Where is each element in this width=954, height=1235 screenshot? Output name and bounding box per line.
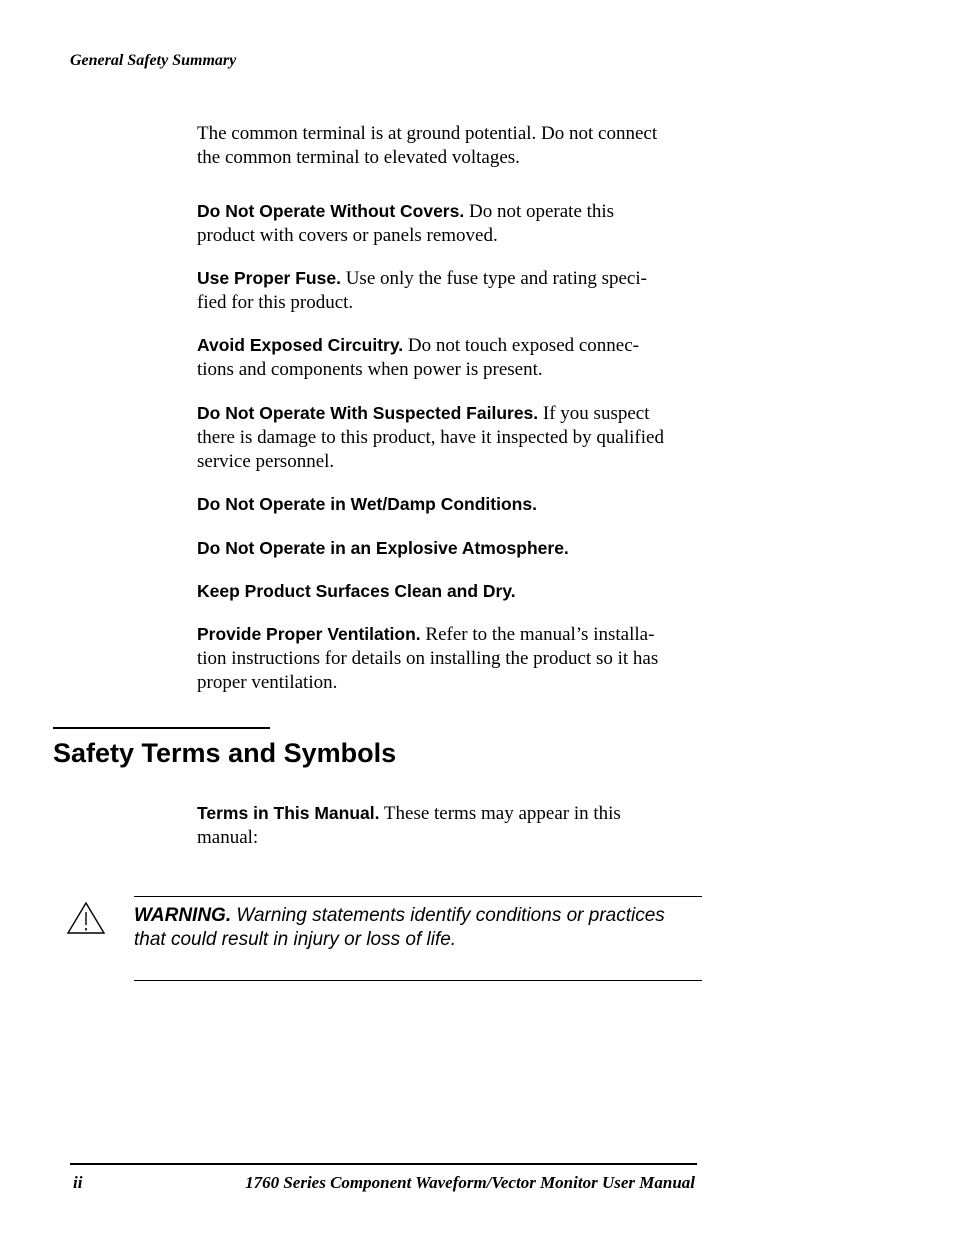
item-text: Do not touch exposed connec- [403, 335, 640, 356]
item-text: If you suspect [538, 403, 650, 424]
footer-rule [70, 1163, 697, 1165]
warning-rule-bottom [134, 980, 702, 981]
terms-text: These terms may appear in this [379, 803, 621, 824]
item-failures [197, 401, 707, 474]
manual-title: 1760 Series Component Waveform/Vector Monitor User Manual [245, 1173, 695, 1192]
item-lead: Do Not Operate With Suspected Failures. [197, 403, 539, 423]
item-circuitry [197, 333, 707, 382]
item-lead: Do Not Operate in an Explosive Atmosphere. [197, 538, 569, 558]
item-text: fied for this product. [197, 292, 354, 313]
item-fuse [197, 266, 707, 315]
item-explosive [197, 536, 707, 561]
item-text: Refer to the manual’s installa- [420, 624, 655, 645]
warning-triangle-icon [66, 901, 106, 940]
intro-paragraph [197, 122, 707, 170]
item-ventilation [197, 622, 707, 695]
warning-text-line: that could result in injury or loss of life. [134, 929, 457, 950]
item-lead: Use Proper Fuse. [197, 268, 341, 288]
page-number: ii [73, 1173, 83, 1192]
item-lead: Do Not Operate Without Covers. [197, 201, 465, 221]
intro-line-1: The common terminal is at ground potential. Do not connect [197, 123, 658, 144]
warning-statement [134, 904, 709, 952]
item-lead: Do Not Operate in Wet/Damp Conditions. [197, 494, 537, 514]
section-rule [53, 727, 270, 729]
item-lead: Avoid Exposed Circuitry. [197, 335, 404, 355]
warning-text-line: Warning statements identify conditions or practices [231, 905, 665, 926]
running-header: General Safety Summary [70, 52, 237, 69]
item-text: proper ventilation. [197, 672, 338, 693]
item-text: tion instructions for details on installing the product so it has [197, 648, 659, 669]
item-covers [197, 199, 707, 248]
terms-paragraph [197, 801, 707, 850]
item-text: service personnel. [197, 451, 335, 472]
intro-line-2: the common terminal to elevated voltages. [197, 147, 520, 168]
item-lead: Keep Product Surfaces Clean and Dry. [197, 581, 516, 601]
item-text: Do not operate this [464, 201, 615, 222]
item-text: product with covers or panels removed. [197, 225, 498, 246]
item-text: Use only the fuse type and rating speci- [340, 268, 647, 289]
item-wet-damp [197, 492, 707, 517]
item-text: tions and components when power is present. [197, 359, 543, 380]
item-text: there is damage to this product, have it inspected by qualified [197, 427, 664, 448]
item-lead: Provide Proper Ventilation. [197, 624, 421, 644]
terms-lead: Terms in This Manual. [197, 803, 380, 823]
terms-text: manual: [197, 827, 259, 848]
warning-rule-top [134, 896, 702, 897]
item-clean-dry [197, 579, 707, 604]
section-title: Safety Terms and Symbols [53, 738, 397, 768]
warning-label: WARNING. [134, 905, 232, 926]
